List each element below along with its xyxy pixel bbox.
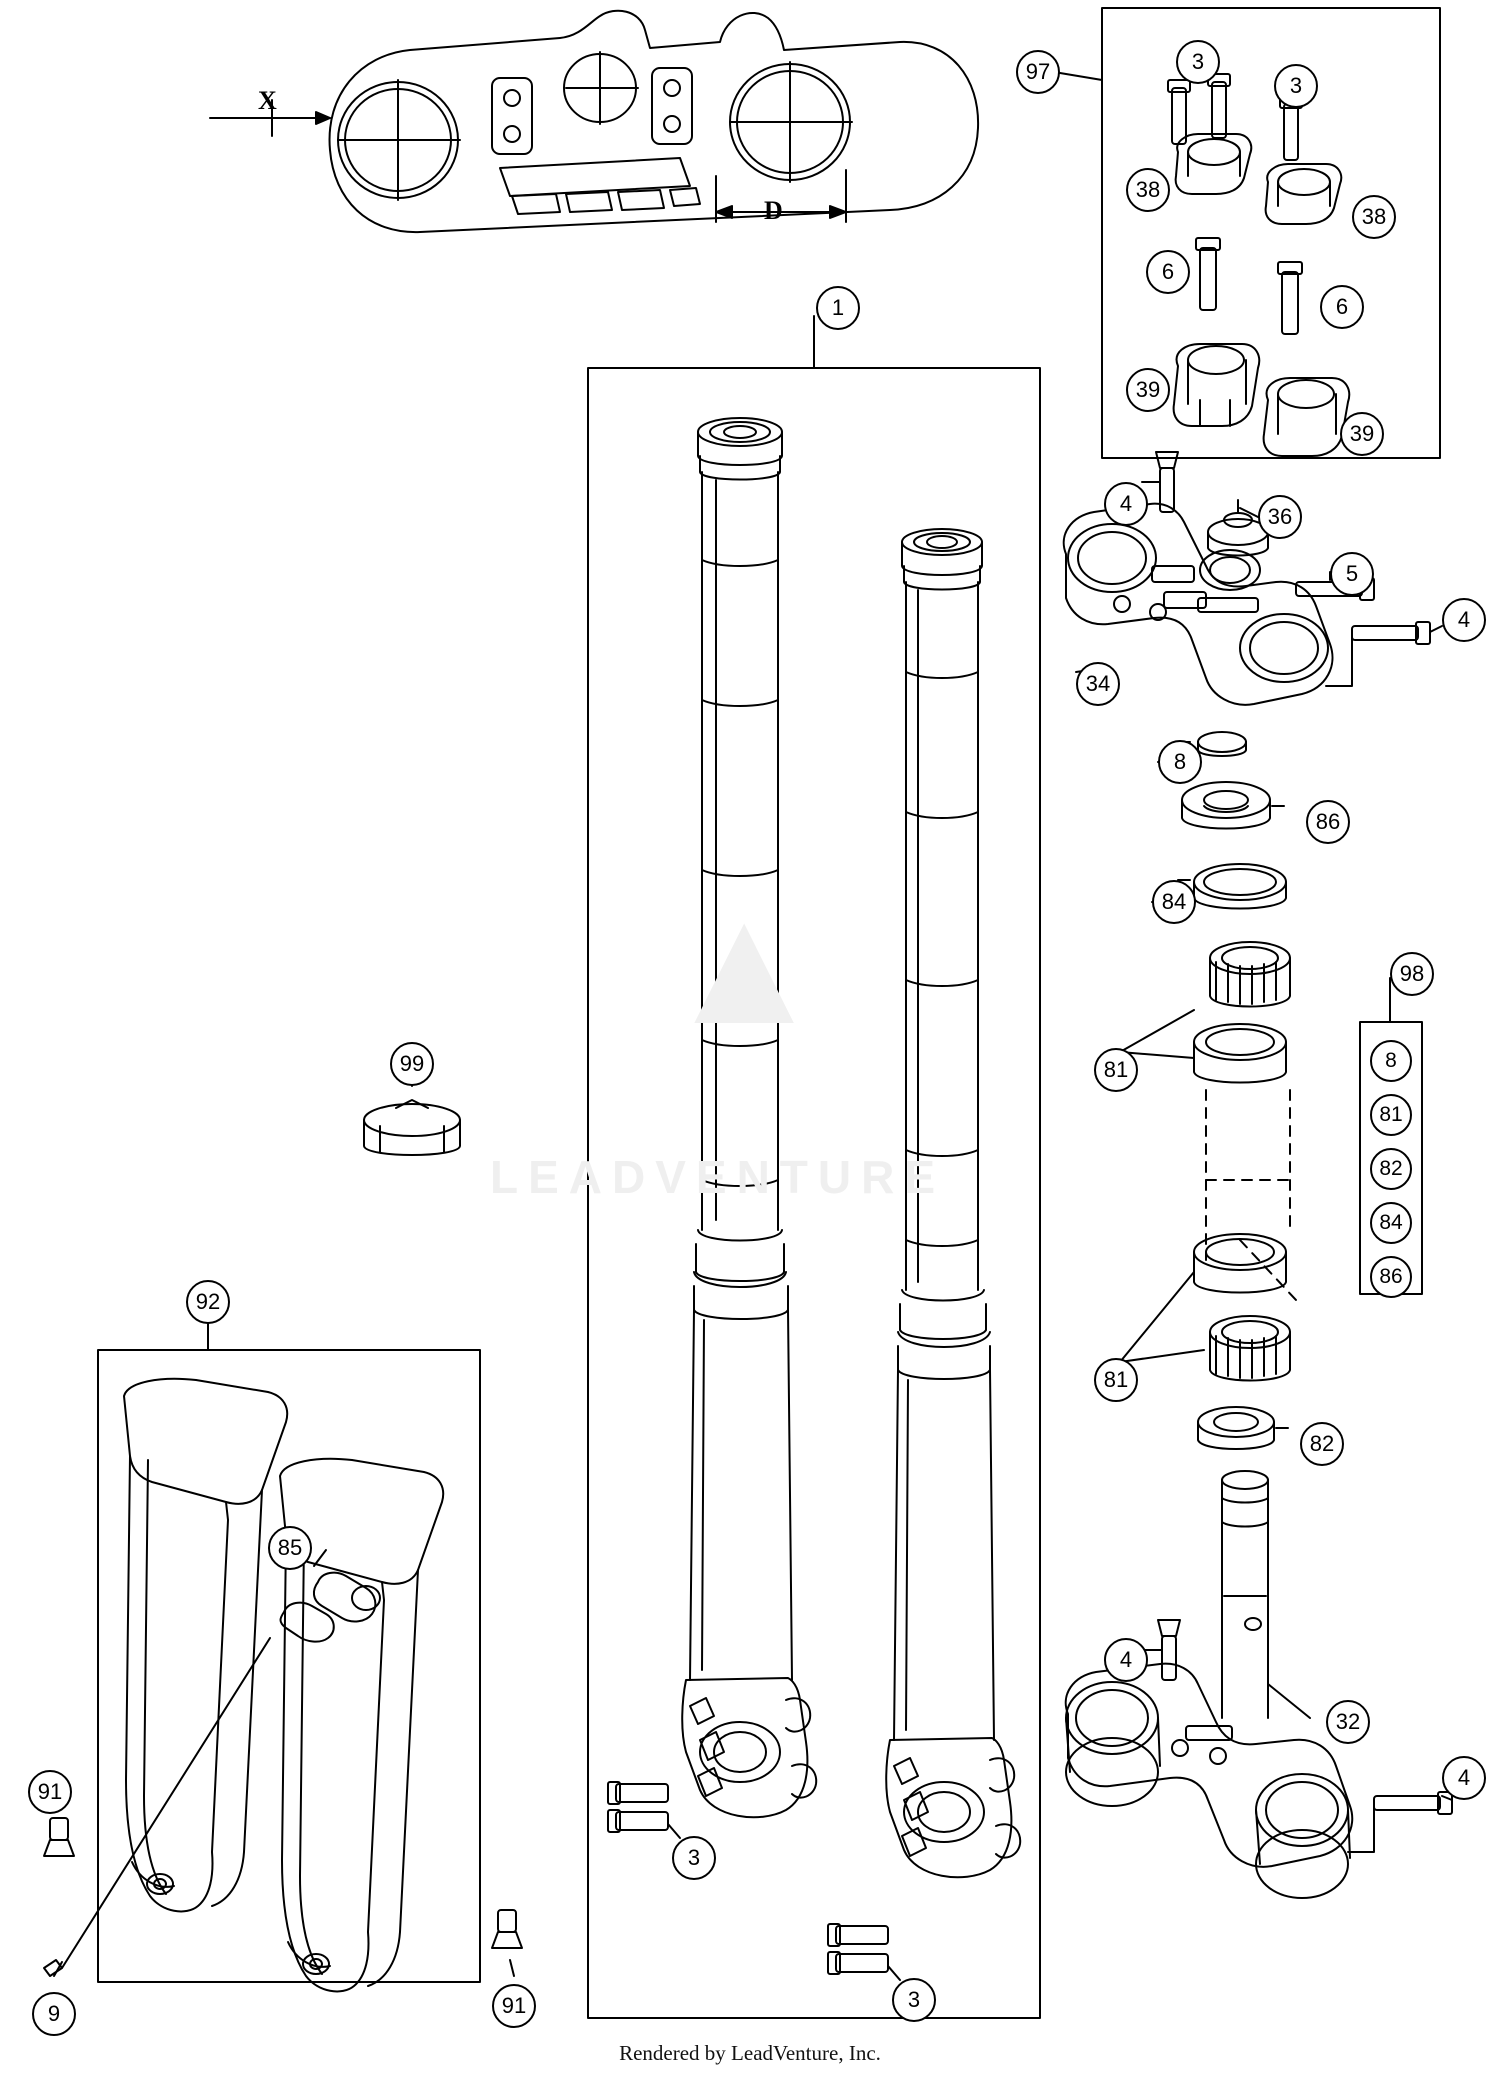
x-dimension-label: X [258, 86, 277, 115]
callout-5[interactable]: 5 [1330, 552, 1374, 596]
bearing-kit-item-82[interactable]: 82 [1370, 1148, 1412, 1190]
bearing-kit-item-8[interactable]: 8 [1370, 1040, 1412, 1082]
callout-6b[interactable]: 6 [1320, 285, 1364, 329]
callout-82a[interactable]: 82 [1300, 1422, 1344, 1466]
bearing-kit-box [1360, 978, 1422, 1294]
watermark-text: LEADVENTURE [490, 1151, 946, 1203]
callout-3a[interactable]: 3 [1176, 40, 1220, 84]
callout-39b[interactable]: 39 [1340, 412, 1384, 456]
lower-triple-clamp [1066, 1471, 1452, 1898]
callout-92[interactable]: 92 [186, 1280, 230, 1324]
callout-4d[interactable]: 4 [1442, 1756, 1486, 1800]
bearing-kit-item-86[interactable]: 86 [1370, 1256, 1412, 1298]
callout-6a[interactable]: 6 [1146, 250, 1190, 294]
callout-98[interactable]: 98 [1390, 952, 1434, 996]
callout-39a[interactable]: 39 [1126, 368, 1170, 412]
callout-4c[interactable]: 4 [1104, 1638, 1148, 1682]
callout-99[interactable]: 99 [390, 1042, 434, 1086]
callout-81b[interactable]: 81 [1094, 1358, 1138, 1402]
bearing-kit-item-84[interactable]: 84 [1370, 1202, 1412, 1244]
callout-3b[interactable]: 3 [1274, 64, 1318, 108]
callout-1[interactable]: 1 [816, 286, 860, 330]
fork-leg-right [828, 529, 1020, 1980]
fork-leg-left [608, 418, 816, 1838]
callout-4b[interactable]: 4 [1442, 598, 1486, 642]
callout-9[interactable]: 9 [32, 1992, 76, 2036]
callout-3d[interactable]: 3 [892, 1978, 936, 2022]
callout-34[interactable]: 34 [1076, 662, 1120, 706]
fork-protector-box [44, 1304, 522, 1991]
callout-4a[interactable]: 4 [1104, 482, 1148, 526]
callout-91a[interactable]: 91 [28, 1770, 72, 1814]
callout-84a[interactable]: 84 [1152, 880, 1196, 924]
callout-32[interactable]: 32 [1326, 1700, 1370, 1744]
callout-3c[interactable]: 3 [672, 1836, 716, 1880]
d-dimension-label: D [764, 196, 783, 225]
callout-91b[interactable]: 91 [492, 1984, 536, 2028]
top-clamp-topview [210, 11, 978, 232]
callout-36[interactable]: 36 [1258, 495, 1302, 539]
callout-38a[interactable]: 38 [1126, 168, 1170, 212]
watermark-mark: ▲ [660, 870, 829, 1060]
callout-85[interactable]: 85 [268, 1526, 312, 1570]
callout-38b[interactable]: 38 [1352, 195, 1396, 239]
callout-8a[interactable]: 8 [1158, 740, 1202, 784]
render-credit: Rendered by LeadVenture, Inc. [619, 2041, 881, 2065]
bearing-kit-item-81[interactable]: 81 [1370, 1094, 1412, 1136]
callout-97[interactable]: 97 [1016, 50, 1060, 94]
steering-head-bearing-stack [1120, 732, 1296, 1449]
callout-86a[interactable]: 86 [1306, 800, 1350, 844]
callout-81a[interactable]: 81 [1094, 1048, 1138, 1092]
